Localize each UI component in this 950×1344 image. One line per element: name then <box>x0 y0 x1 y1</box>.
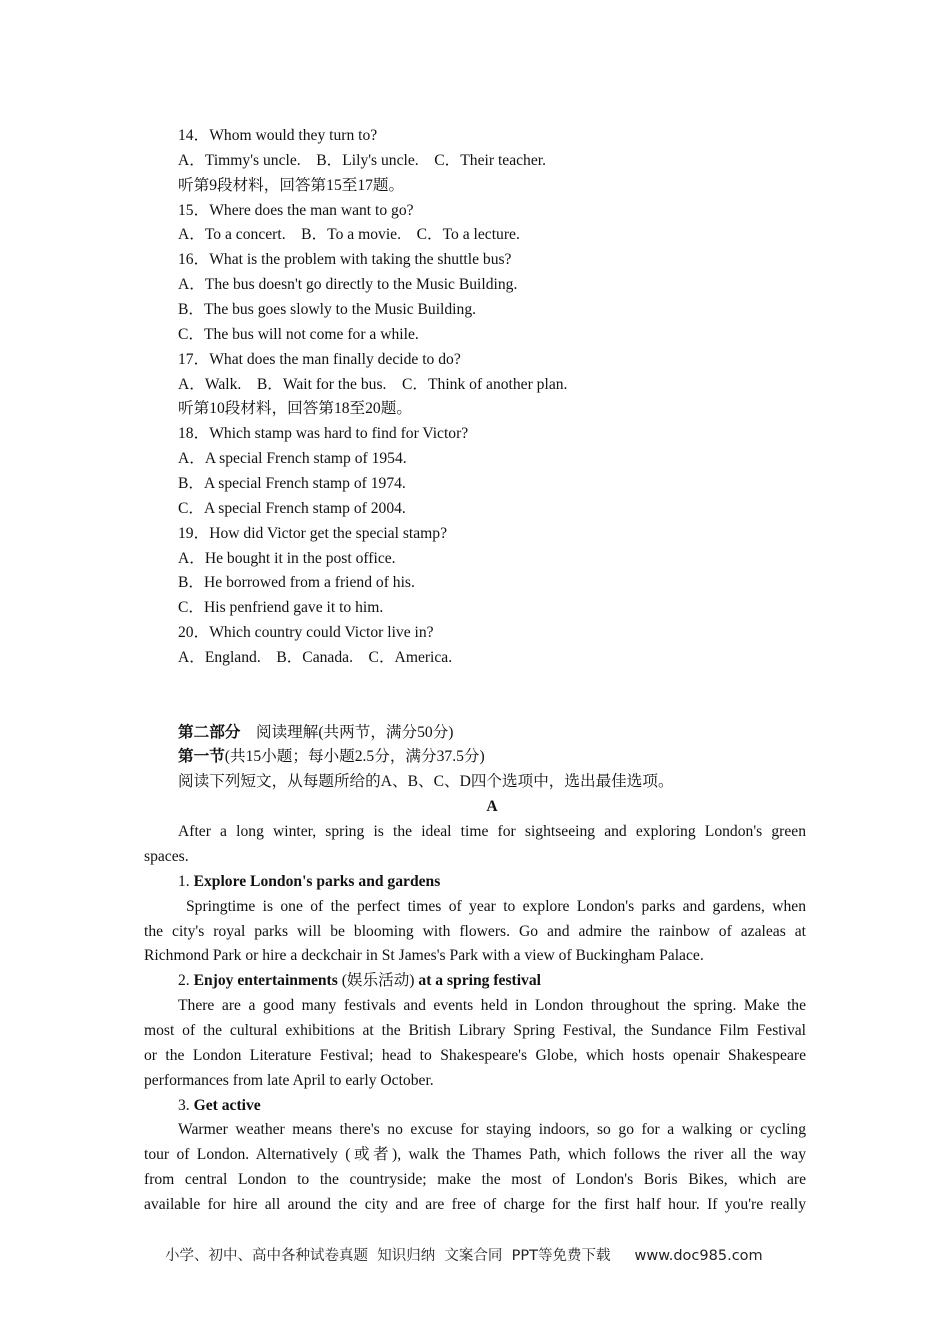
heading-2 <box>144 969 806 994</box>
instruction: 阅读下列短文，从每题所给的A、B、C、D四个选项中，选出最佳选项。 <box>178 773 674 791</box>
passage-line: most of the cultural exhibitions at the British Library Spring Festival, the Sundance Film Festival <box>144 1021 806 1039</box>
question-line: A．To a concert. B．To a movie. C．To a lecture. <box>178 226 520 244</box>
document-body <box>144 124 806 1218</box>
heading-number: 2. <box>178 972 194 990</box>
question-line: C．The bus will not come for a while. <box>178 325 419 343</box>
question-line: A．England. B．Canada. C．America. <box>178 649 453 667</box>
question-line: C．His penfriend gave it to him. <box>178 599 384 617</box>
question-line: 14．Whom would they turn to? <box>178 127 378 144</box>
part2-title <box>144 721 806 746</box>
heading-title: Enjoy entertainments <box>193 972 338 990</box>
question-line: A．The bus doesn't go directly to the Music Building. <box>178 276 518 294</box>
section-title-rest: (共15小题；每小题2.5分，满分37.5分) <box>224 748 485 766</box>
question-line: A．Walk. B．Wait for the bus. C．Think of another plan. <box>178 375 568 393</box>
question-line: 听第10段材料，回答第18至20题。 <box>178 400 412 418</box>
passage-line: the city's royal parks will be blooming with flowers. Go and admire the rainbow of azaleas at <box>144 922 806 940</box>
footer-text: 小学、初中、高中各种试卷真题 知识归纳 文案合同 PPT等免费下载 <box>165 1248 611 1264</box>
footer <box>165 1244 763 1265</box>
question-line: C．A special French stamp of 2004. <box>178 499 406 517</box>
passage-line: There are a good many festivals and events held in London throughout the spring. Make the <box>178 997 806 1015</box>
heading-title: at a spring festival <box>418 972 541 990</box>
passage-line: from central London to the countryside; make the most of London's Boris Bikes, which are <box>144 1171 806 1189</box>
part2-title-bold: 第二部分 <box>178 723 241 741</box>
question-line: B．The bus goes slowly to the Music Building. <box>178 301 477 319</box>
question-line: 听第9段材料，回答第15至17题。 <box>178 176 405 194</box>
heading-title: Get active <box>193 1096 261 1114</box>
heading-number: 1. <box>178 872 194 890</box>
question-line: 20．Which country could Victor live in? <box>178 624 434 642</box>
question-line: 19．How did Victor get the special stamp? <box>178 524 448 542</box>
passage-label: A <box>486 798 498 816</box>
part2-title-rest: 阅读理解(共两节，满分50分) <box>240 723 454 741</box>
passage-line: Richmond Park or hire a deckchair in St James's Park with a view of Buckingham Palace. <box>144 947 704 965</box>
listening-questions <box>144 124 806 671</box>
question-line: 18．Which stamp was hard to find for Victor? <box>178 425 469 443</box>
heading-title: Explore London's parks and gardens <box>193 872 441 890</box>
section-title <box>144 745 806 770</box>
passage-line: performances from late April to early October. <box>144 1071 434 1089</box>
question-line: 15．Where does the man want to go? <box>178 201 414 219</box>
question-line: A．Timmy's uncle. B．Lily's uncle. C．Their teacher. <box>178 151 546 169</box>
passage-line: tour of London. Alternatively (或者), walk the Thames Path, which follows the river all the way <box>144 1146 806 1164</box>
heading-number: 3. <box>178 1096 194 1114</box>
question-line: A．He bought it in the post office. <box>178 549 396 567</box>
passage-line: Springtime is one of the perfect times of year to explore London's parks and gardens, when <box>186 897 806 915</box>
footer-url[interactable]: www.doc985.com <box>634 1248 763 1264</box>
question-line: 17．What does the man finally decide to do? <box>178 350 461 368</box>
heading-gloss: (娱乐活动) <box>337 972 419 990</box>
heading-1 <box>144 870 806 895</box>
heading-3 <box>144 1094 806 1119</box>
passage-line: or the London Literature Festival; head to Shakespeare's Globe, which hosts openair Shakespeare <box>144 1046 806 1064</box>
passage-line: Warmer weather means there's no excuse for staying indoors, so go for a walking or cycling <box>178 1121 806 1139</box>
question-line: A．A special French stamp of 1954. <box>178 450 407 468</box>
passage-line: spaces. <box>144 847 189 865</box>
question-line: 16．What is the problem with taking the shuttle bus? <box>178 251 512 269</box>
passage-line: After a long winter, spring is the ideal time for sightseeing and exploring London's green <box>178 823 806 841</box>
question-line: B．He borrowed from a friend of his. <box>178 574 415 592</box>
section-title-bold: 第一节 <box>178 748 225 766</box>
passage-line: available for hire all around the city and are free of charge for the first half hour. If you're really <box>144 1195 806 1213</box>
question-line: B．A special French stamp of 1974. <box>178 475 406 493</box>
